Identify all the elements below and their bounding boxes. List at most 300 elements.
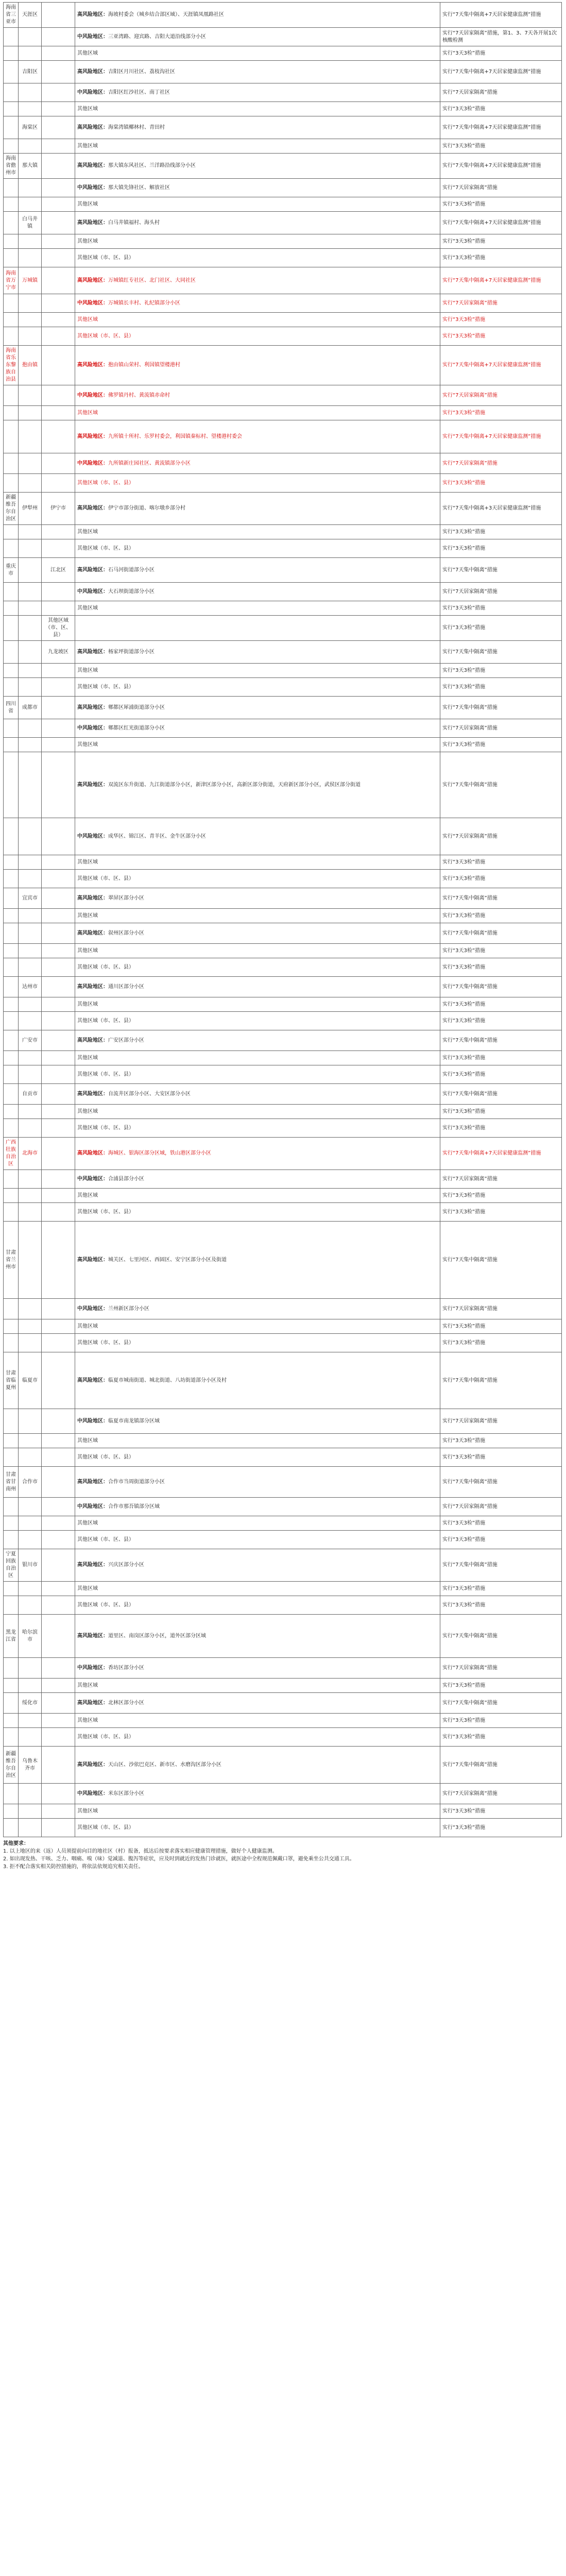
city-cell: 白马井镇 (19, 212, 42, 234)
table-row (4, 313, 562, 327)
province-cell (4, 1105, 19, 1119)
risk-level-label: 中风险地区： (77, 725, 108, 731)
risk-area-cell: 其他区域 (75, 1434, 440, 1448)
table-row (4, 1596, 562, 1615)
province-cell (4, 641, 19, 664)
province-cell (4, 234, 19, 249)
risk-area-cell: 其他区域 (75, 855, 440, 870)
district-cell (42, 1819, 75, 1837)
policy-cell: 实行“3天3检”措施 (440, 1012, 562, 1030)
risk-area-cell: 其他区域（市、区、县） (75, 1334, 440, 1352)
province-cell (4, 601, 19, 616)
table-row (4, 327, 562, 346)
province-cell (4, 944, 19, 958)
province-cell (4, 1434, 19, 1448)
city-cell (19, 1051, 42, 1065)
table-row (4, 944, 562, 958)
table-row (4, 420, 562, 453)
city-cell (19, 1170, 42, 1189)
table-row (4, 1084, 562, 1105)
notes-item: 1. 以上地区的来（返）人员须提前向目的地社区（村）报备，抵达后按要求落实相应健康管理措施，做好个人健康监测。 (3, 1849, 278, 1854)
risk-area-cell (75, 154, 440, 179)
risk-level-label: 高风险地区： (77, 163, 108, 168)
policy-cell: 实行“3天3检”措施 (440, 616, 562, 641)
table-row (4, 1222, 562, 1299)
city-cell (19, 249, 42, 267)
district-cell (42, 1679, 75, 1693)
city-cell (19, 664, 42, 678)
province-cell (4, 719, 19, 738)
table-row (4, 1434, 562, 1448)
table-row (4, 212, 562, 234)
province-cell (4, 1596, 19, 1615)
risk-area-text: 白马井镇福村、海头村 (108, 219, 160, 226)
city-cell (19, 474, 42, 493)
risk-area-cell (75, 1747, 440, 1784)
district-cell (42, 923, 75, 944)
risk-area-text: 那大镇先锋社区、解放社区 (108, 184, 170, 191)
district-cell (42, 944, 75, 958)
city-cell: 银川市 (19, 1549, 42, 1582)
risk-area-cell (75, 818, 440, 855)
city-cell (19, 1498, 42, 1516)
city-cell (19, 139, 42, 154)
risk-area-cell: 其他区域 (75, 944, 440, 958)
table-row (4, 1012, 562, 1030)
policy-cell: 实行“3天3检”措施 (440, 1596, 562, 1615)
policy-cell: 实行“7天居家隔离”措施 (440, 453, 562, 474)
city-cell: 北海市 (19, 1138, 42, 1170)
risk-area-cell (75, 923, 440, 944)
policy-cell: 实行“7天居家隔离”措施 (440, 83, 562, 102)
risk-area-cell (75, 453, 440, 474)
province-cell (4, 1170, 19, 1189)
risk-area-cell: 其他区域（市、区、县） (75, 1203, 440, 1222)
risk-area-cell: 其他区域（市、区、县） (75, 1728, 440, 1747)
policy-cell: 实行“3天3检”措施 (440, 525, 562, 539)
city-cell: 哈尔滨市 (19, 1615, 42, 1658)
policy-cell: 实行“3天3检”措施 (440, 1334, 562, 1352)
city-cell (19, 1222, 42, 1299)
policy-cell: 实行“7天集中隔离”措施 (440, 558, 562, 583)
city-cell: 临夏市 (19, 1352, 42, 1409)
province-cell (4, 1334, 19, 1352)
table-row (4, 1170, 562, 1189)
district-cell (42, 249, 75, 267)
risk-level-label: 高风险地区： (77, 362, 108, 368)
table-row (4, 1065, 562, 1084)
risk-area-cell: 其他区域 (75, 997, 440, 1012)
risk-area-text: 三亚湾路、迎宾路、吉阳大道沿线部分小区 (108, 33, 206, 40)
city-cell (19, 1448, 42, 1467)
city-cell (19, 719, 42, 738)
policy-cell: 实行“3天3检”措施 (440, 1714, 562, 1728)
city-cell (19, 1119, 42, 1138)
district-cell (42, 888, 75, 909)
risk-area-text: 大石坝街道部分小区 (108, 588, 155, 595)
city-cell (19, 453, 42, 474)
page (0, 2, 566, 2576)
risk-level-label: 中风险地区： (77, 1790, 108, 1797)
province-cell (4, 116, 19, 139)
risk-area-cell (75, 1658, 440, 1679)
table-row (4, 249, 562, 267)
policy-cell: 实行“3天3检”措施 (440, 327, 562, 346)
risk-area-cell: 其他区域（市、区、县） (75, 1065, 440, 1084)
city-cell (19, 558, 42, 583)
table-row (4, 1679, 562, 1693)
province-cell (4, 583, 19, 601)
risk-level-label: 高风险地区： (77, 782, 108, 788)
notes-item: 2. 如出现发热、干咳、乏力、咽痛、嗅（味）觉减退、腹泻等症状，应及时到就近的发热门诊就医，就医途中全程规范佩戴口罩，避免乘坐公共交通工具。 (3, 1856, 355, 1862)
risk-area-text: 海坡村委会（城乡结合部区域）、天涯镇凤凰路社区 (108, 12, 224, 18)
risk-area-cell: 其他区域（市、区、县） (75, 1596, 440, 1615)
risk-area-cell: 其他区域 (75, 102, 440, 116)
district-cell (42, 294, 75, 313)
risk-level-label: 高风险地区： (77, 930, 108, 936)
city-cell (19, 855, 42, 870)
risk-area-table (3, 2, 562, 1837)
risk-level-label: 高风险地区： (77, 219, 108, 226)
district-cell (42, 583, 75, 601)
risk-area-text: 吉阳区红沙社区、南丁社区 (108, 89, 170, 95)
risk-area-cell (75, 1467, 440, 1498)
province-cell (4, 1582, 19, 1596)
risk-area-cell: 其他区域 (75, 1189, 440, 1203)
district-cell (42, 1051, 75, 1065)
risk-area-cell (75, 752, 440, 818)
district-cell (42, 1084, 75, 1105)
province-cell (4, 888, 19, 909)
district-cell (42, 738, 75, 752)
risk-level-label: 高风险地区： (77, 1037, 108, 1043)
policy-cell: 实行“7天集中隔离+7天居家健康监测”措施 (440, 154, 562, 179)
city-cell (19, 1582, 42, 1596)
district-cell (42, 154, 75, 179)
risk-area-cell: 其他区域 (75, 1714, 440, 1728)
province-cell (4, 1084, 19, 1105)
risk-area-cell (75, 294, 440, 313)
table-row (4, 1105, 562, 1119)
risk-level-label: 高风险地区： (77, 1091, 108, 1097)
table-row (4, 525, 562, 539)
province-cell (4, 738, 19, 752)
policy-cell: 实行“3天3检”措施 (440, 664, 562, 678)
policy-cell: 实行“7天集中隔离”措施 (440, 1693, 562, 1714)
risk-area-cell (75, 3, 440, 28)
risk-area-cell: 其他区域 (75, 1319, 440, 1334)
policy-cell: 实行“7天集中隔离”措施 (440, 752, 562, 818)
district-cell (42, 116, 75, 139)
table-row (4, 855, 562, 870)
province-cell (4, 1804, 19, 1819)
table-row (4, 267, 562, 294)
risk-level-label: 中风险地区： (77, 1306, 108, 1312)
policy-cell: 实行“3天3检”措施 (440, 1434, 562, 1448)
district-cell (42, 1747, 75, 1784)
city-cell (19, 1516, 42, 1531)
province-cell (4, 197, 19, 212)
province-cell (4, 1119, 19, 1138)
risk-area-text: 郫都区红光街道部分小区 (108, 725, 165, 731)
policy-cell: 实行“3天3检”措施 (440, 234, 562, 249)
risk-area-text: 吉阳区月川社区、荔枝沟社区 (108, 69, 175, 75)
risk-area-text: 叙州区部分小区 (108, 930, 144, 936)
table-row (4, 1189, 562, 1203)
city-cell (19, 1714, 42, 1728)
policy-cell: 实行“3天3检”措施 (440, 46, 562, 61)
policy-cell: 实行“3天3检”措施 (440, 855, 562, 870)
risk-area-text: 广安区部分小区 (108, 1037, 144, 1043)
risk-level-label: 中风险地区： (77, 1176, 108, 1182)
table-row (4, 870, 562, 888)
city-cell: 天涯区 (19, 3, 42, 28)
city-cell: 海棠区 (19, 116, 42, 139)
risk-area-text: 海棠湾镇椰林村、青田村 (108, 124, 165, 130)
table-row (4, 102, 562, 116)
province-cell (4, 1498, 19, 1516)
table-row (4, 752, 562, 818)
city-cell: 合作市 (19, 1467, 42, 1498)
province-cell (4, 1409, 19, 1434)
city-cell (19, 197, 42, 212)
risk-area-cell (75, 977, 440, 997)
risk-area-cell (75, 1299, 440, 1319)
policy-cell: 实行“7天集中隔离+7天居家健康监测”措施 (440, 212, 562, 234)
risk-area-cell (75, 1498, 440, 1516)
policy-cell: 实行“7天集中隔离”措施 (440, 641, 562, 664)
table-row (4, 1030, 562, 1051)
policy-cell: 实行“7天居家隔离”措施 (440, 1170, 562, 1189)
policy-cell: 实行“3天3检”措施 (440, 1119, 562, 1138)
risk-area-cell: 其他区域 (75, 1516, 440, 1531)
table-row (4, 1615, 562, 1658)
risk-level-label: 高风险地区： (77, 505, 108, 511)
city-cell (19, 870, 42, 888)
risk-level-label: 中风险地区： (77, 1418, 108, 1424)
table-row (4, 1119, 562, 1138)
risk-level-label: 中风险地区： (77, 392, 108, 398)
district-cell (42, 1299, 75, 1319)
district-cell (42, 855, 75, 870)
table-row (4, 1582, 562, 1596)
province-cell (4, 1531, 19, 1549)
district-cell (42, 212, 75, 234)
district-cell (42, 1714, 75, 1728)
district-cell (42, 1498, 75, 1516)
policy-cell: 实行“3天3检”措施 (440, 1203, 562, 1222)
risk-level-label: 高风险地区： (77, 277, 108, 283)
risk-area-cell (75, 719, 440, 738)
risk-area-cell: 其他区域 (75, 313, 440, 327)
risk-area-text: 合作市当周街道部分小区 (108, 1479, 165, 1485)
risk-area-text: 自流井区部分小区、大安区部分小区 (108, 1091, 191, 1097)
risk-level-label: 高风险地区： (77, 1761, 108, 1768)
risk-area-cell (75, 1084, 440, 1105)
policy-cell: 实行“7天集中隔离”措施 (440, 1084, 562, 1105)
risk-area-text: 临夏市南龙镇部分区域 (108, 1418, 160, 1424)
table-row (4, 923, 562, 944)
policy-cell: 实行“3天3检”措施 (440, 1448, 562, 1467)
district-cell (42, 818, 75, 855)
city-cell (19, 28, 42, 46)
province-cell: 海南省乐东黎族自治县 (4, 346, 19, 385)
table-row (4, 385, 562, 406)
city-cell (19, 102, 42, 116)
risk-area-cell (75, 1693, 440, 1714)
table-row (4, 1299, 562, 1319)
risk-area-cell: 其他区域 (75, 601, 440, 616)
province-cell (4, 616, 19, 641)
table-row (4, 1516, 562, 1531)
risk-area-cell: 其他区域 (75, 1051, 440, 1065)
city-cell (19, 1804, 42, 1819)
risk-level-label: 高风险地区： (77, 69, 108, 75)
district-cell (42, 958, 75, 977)
risk-level-label: 中风险地区： (77, 1665, 108, 1671)
risk-area-text: 石马河街道部分小区 (108, 567, 155, 573)
table-row (4, 601, 562, 616)
policy-cell: 实行“3天3检”措施 (440, 474, 562, 493)
city-cell (19, 909, 42, 923)
policy-cell: 实行“7天集中隔离”措施 (440, 1615, 562, 1658)
risk-area-cell: 其他区域 (75, 234, 440, 249)
risk-area-cell: 其他区域 (75, 1804, 440, 1819)
district-cell (42, 678, 75, 697)
risk-area-cell: 其他区域 (75, 664, 440, 678)
table-row (4, 977, 562, 997)
city-cell (19, 583, 42, 601)
risk-level-label: 高风险地区： (77, 1633, 108, 1639)
district-cell (42, 909, 75, 923)
risk-area-text: 通川区部分小区 (108, 984, 144, 990)
policy-cell: 实行“3天3检”措施 (440, 1819, 562, 1837)
risk-area-text: 郫都区犀浦街道部分小区 (108, 704, 165, 710)
district-cell: 江北区 (42, 558, 75, 583)
province-cell (4, 139, 19, 154)
notes-title: 其他要求： (3, 1841, 29, 1846)
policy-cell: 实行“7天集中隔离+7天居家健康监测”措施 (440, 3, 562, 28)
province-cell (4, 977, 19, 997)
province-cell (4, 855, 19, 870)
province-cell (4, 539, 19, 558)
policy-cell: 实行“7天集中隔离”措施 (440, 1467, 562, 1498)
policy-cell: 实行“7天居家隔离”措施 (440, 1784, 562, 1804)
district-cell (42, 1105, 75, 1119)
table-row (4, 294, 562, 313)
district-cell (42, 46, 75, 61)
table-row (4, 1693, 562, 1714)
district-cell (42, 28, 75, 46)
province-cell: 重庆市 (4, 558, 19, 583)
district-cell (42, 1189, 75, 1203)
risk-area-cell: 其他区域（市、区、县） (75, 1012, 440, 1030)
district-cell (42, 406, 75, 420)
province-cell: 黑龙江省 (4, 1615, 19, 1658)
risk-area-cell: 其他区域 (75, 1679, 440, 1693)
province-cell (4, 212, 19, 234)
policy-cell: 实行“7天居家隔离”措施 (440, 818, 562, 855)
risk-level-label: 高风险地区： (77, 649, 108, 655)
table-row (4, 3, 562, 28)
province-cell (4, 28, 19, 46)
risk-area-text: 香坊区部分小区 (108, 1665, 144, 1671)
policy-cell: 实行“7天集中隔离+7天居家健康监测”措施 (440, 420, 562, 453)
risk-level-label: 高风险地区： (77, 984, 108, 990)
table-row (4, 1819, 562, 1837)
policy-cell: 实行“3天3检”措施 (440, 601, 562, 616)
province-cell (4, 1658, 19, 1679)
risk-level-label: 高风险地区： (77, 1700, 108, 1706)
risk-level-label: 高风险地区： (77, 704, 108, 710)
province-cell: 甘肃省临夏州 (4, 1352, 19, 1409)
table-row (4, 83, 562, 102)
risk-area-cell (75, 28, 440, 46)
district-cell (42, 1203, 75, 1222)
risk-area-text: 道里区、南岗区部分小区，道外区部分区域 (108, 1633, 206, 1639)
district-cell (42, 1334, 75, 1352)
province-cell (4, 294, 19, 313)
table-row (4, 453, 562, 474)
city-cell (19, 1012, 42, 1030)
table-row (4, 1409, 562, 1434)
district-cell (42, 1352, 75, 1409)
risk-level-label: 高风险地区： (77, 433, 108, 439)
risk-level-label: 高风险地区： (77, 895, 108, 901)
province-cell (4, 1728, 19, 1747)
risk-area-text: 万城镇红专社区、北门社区、大同社区 (108, 277, 196, 283)
policy-cell: 实行“7天集中隔离+7天居家健康监测”措施 (440, 1138, 562, 1170)
city-cell (19, 997, 42, 1012)
table-row (4, 1784, 562, 1804)
province-cell (4, 102, 19, 116)
policy-cell: 实行“3天3检”措施 (440, 406, 562, 420)
table-row (4, 818, 562, 855)
district-cell (42, 179, 75, 197)
city-cell: 吉阳区 (19, 61, 42, 83)
province-cell (4, 179, 19, 197)
province-cell (4, 870, 19, 888)
policy-cell: 实行“7天集中隔离+7天居家健康监测”措施 (440, 61, 562, 83)
risk-level-label: 中风险地区： (77, 184, 108, 191)
risk-area-text: 合作市那吾镇部分区域 (108, 1503, 160, 1510)
policy-cell: 实行“7天居家隔离”措施 (440, 1658, 562, 1679)
city-cell: 伊犁州 (19, 493, 42, 525)
district-cell (42, 1728, 75, 1747)
policy-cell: 实行“3天3检”措施 (440, 1051, 562, 1065)
province-cell: 海南省三亚市 (4, 3, 19, 28)
province-cell: 海南省儋州市 (4, 154, 19, 179)
table-row (4, 678, 562, 697)
risk-level-label: 中风险地区： (77, 833, 108, 839)
district-cell (42, 1596, 75, 1615)
risk-area-cell: 其他区域 (75, 46, 440, 61)
policy-cell: 实行“3天3检”措施 (440, 738, 562, 752)
province-cell: 新疆维吾尔自治区 (4, 493, 19, 525)
risk-area-text: 杨家坪街道部分小区 (108, 649, 155, 655)
city-cell (19, 958, 42, 977)
risk-area-text: 城关区、七里河区、西固区、安宁区部分小区及街道 (108, 1257, 227, 1263)
district-cell (42, 752, 75, 818)
district-cell: 伊宁市 (42, 493, 75, 525)
city-cell: 自贡市 (19, 1084, 42, 1105)
policy-cell: 实行“3天3检”措施 (440, 313, 562, 327)
district-cell (42, 267, 75, 294)
table-row (4, 493, 562, 525)
province-cell (4, 83, 19, 102)
policy-cell: 实行“7天居家隔离”措施 (440, 719, 562, 738)
policy-cell: 实行“7天集中隔离+7天居家健康监测”措施 (440, 346, 562, 385)
